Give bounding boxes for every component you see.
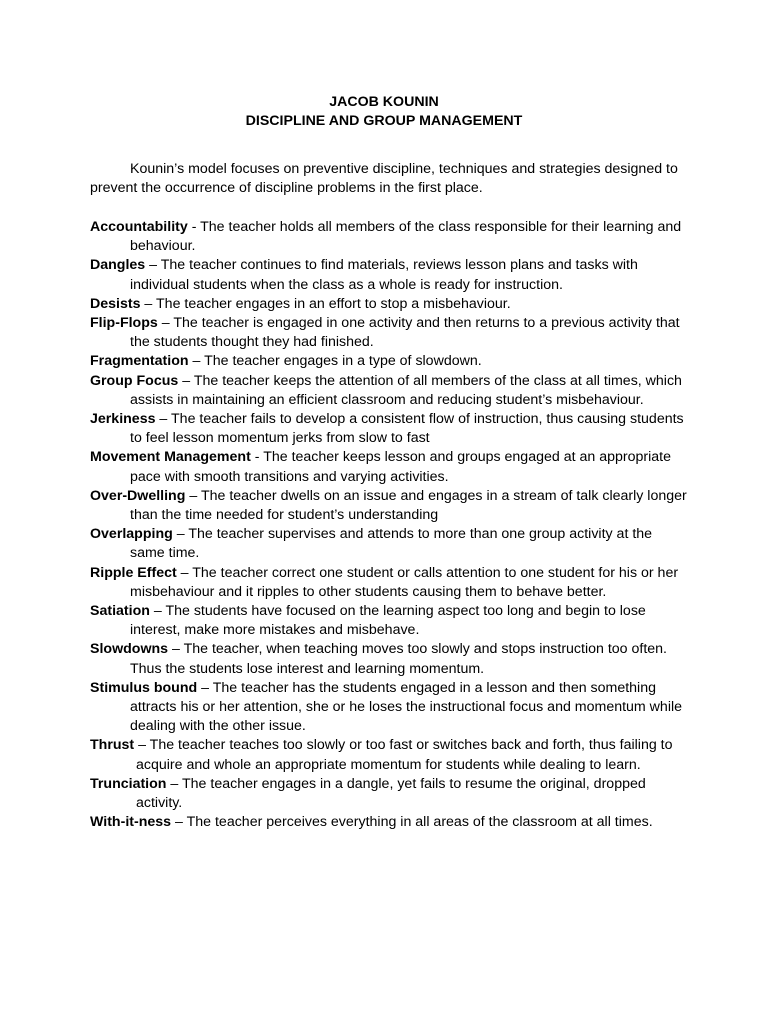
glossary-separator: –	[171, 814, 187, 831]
glossary-term: Over-Dwelling	[90, 487, 186, 504]
glossary-separator: –	[188, 353, 205, 370]
glossary-separator: –	[166, 775, 182, 792]
glossary-term: Stimulus bound	[90, 679, 198, 696]
glossary-definition: The students have focused on the learning aspect too long and begin to lose interest, make more mistakes and misbehave.	[130, 603, 646, 639]
glossary-separator: –	[178, 372, 194, 389]
glossary-entry	[90, 487, 690, 525]
document-subtitle: DISCIPLINE AND GROUP MANAGEMENT	[245, 113, 523, 129]
glossary-definition: The teacher engages in a dangle, yet fails to resume the original, dropped activity.	[136, 775, 646, 812]
glossary-term: Jerkiness	[90, 411, 156, 428]
glossary-entry	[90, 256, 690, 294]
glossary-term: Overlapping	[90, 526, 173, 543]
glossary-term: Slowdowns	[90, 641, 169, 658]
glossary-separator: –	[149, 603, 166, 620]
glossary-term: Dangles	[90, 257, 146, 274]
glossary-definition: The teacher holds all members of the class responsible for their learning and behaviour.	[130, 219, 682, 255]
glossary-entry	[90, 640, 690, 678]
glossary-entry	[90, 448, 690, 486]
glossary-definition: The teacher keeps lesson and groups engaged at an appropriate pace with smooth transitions and varying activities.	[130, 449, 671, 485]
glossary-term: Ripple Effect	[90, 564, 177, 581]
glossary-separator: –	[134, 737, 150, 754]
glossary-term: Movement Management	[90, 449, 251, 466]
glossary-term: Desists	[90, 295, 141, 312]
glossary-term: Accountability	[90, 219, 188, 235]
glossary-entry	[90, 775, 690, 813]
glossary-term: Flip-Flops	[90, 315, 158, 332]
glossary-entry	[90, 352, 690, 371]
glossary-definition: The teacher, when teaching moves too slowly and stops instruction too often. Thus the students lose interest and learning momentum.	[130, 641, 668, 677]
glossary-separator: –	[155, 411, 172, 428]
glossary-separator: –	[176, 564, 193, 581]
glossary-definition: The teacher has the students engaged in a lesson and then something attracts his or her attention, she or he loses the instructional focus and momentum while dealing with the other issue.	[130, 679, 683, 735]
glossary-separator: –	[145, 257, 161, 274]
glossary-separator: –	[157, 315, 174, 332]
glossary-definition: The teacher supervises and attends to more than one group activity at the same time.	[130, 526, 653, 562]
glossary-entry	[90, 410, 690, 448]
glossary-entry	[90, 314, 690, 352]
glossary-entry	[90, 736, 690, 774]
glossary-definition: The teacher continues to find materials, reviews lesson plans and tasks with individual students when the class as a whole is ready for instruction.	[130, 257, 638, 293]
glossary-entry	[90, 218, 690, 256]
glossary-list	[90, 218, 690, 833]
glossary-term: Satiation	[90, 603, 150, 620]
glossary-definition: The teacher engages in an effort to stop a misbehaviour.	[156, 295, 511, 312]
glossary-definition: The teacher perceives everything in all areas of the classroom at all times.	[186, 814, 653, 831]
glossary-entry	[90, 564, 690, 602]
glossary-term: With-it-ness	[90, 814, 172, 831]
glossary-term: Fragmentation	[90, 353, 189, 370]
glossary-separator: –	[185, 487, 201, 504]
glossary-entry	[90, 525, 690, 563]
glossary-separator: –	[197, 679, 213, 696]
glossary-separator: –	[168, 641, 184, 658]
glossary-entry	[90, 295, 690, 314]
glossary-term: Trunciation	[90, 775, 167, 792]
glossary-definition: The teacher dwells on an issue and engages in a stream of talk clearly longer than the time needed for student’s understanding	[130, 487, 687, 524]
glossary-definition: The teacher is engaged in one activity and then returns to a previous activity that the students thought they had finished.	[130, 315, 680, 351]
glossary-separator: -	[187, 219, 201, 235]
glossary-separator: –	[172, 526, 189, 543]
glossary-term: Thrust	[90, 737, 135, 754]
glossary-term: Group Focus	[90, 372, 179, 389]
intro-paragraph: Kounin’s model focuses on preventive discipline, techniques and strategies designed to prevent the occurrence of discipline problems in the first place.	[90, 161, 678, 197]
glossary-separator: –	[140, 295, 157, 312]
glossary-entry	[90, 813, 690, 832]
glossary-definition: The teacher engages in a type of slowdown.	[204, 353, 482, 370]
glossary-definition: The teacher fails to develop a consistent flow of instruction, thus causing students to feel lesson momentum jerks from slow to fast	[130, 411, 684, 447]
glossary-definition: The teacher teaches too slowly or too fast or switches back and forth, thus failing to acquire and whole an appropriate momentum for students while dealing to learn.	[136, 737, 673, 773]
glossary-entry	[90, 602, 690, 640]
glossary-definition: The teacher keeps the attention of all members of the class at all times, which assists in maintaining an efficient classroom and reducing student’s misbehaviour.	[130, 372, 682, 408]
glossary-separator: -	[250, 449, 264, 466]
glossary-entry	[90, 679, 690, 737]
glossary-definition: The teacher correct one student or calls attention to one student for his or her misbehaviour and it ripples to other students causing them to behave better.	[130, 564, 679, 600]
document-title: JACOB KOUNIN	[329, 94, 439, 110]
glossary-entry	[90, 372, 690, 410]
